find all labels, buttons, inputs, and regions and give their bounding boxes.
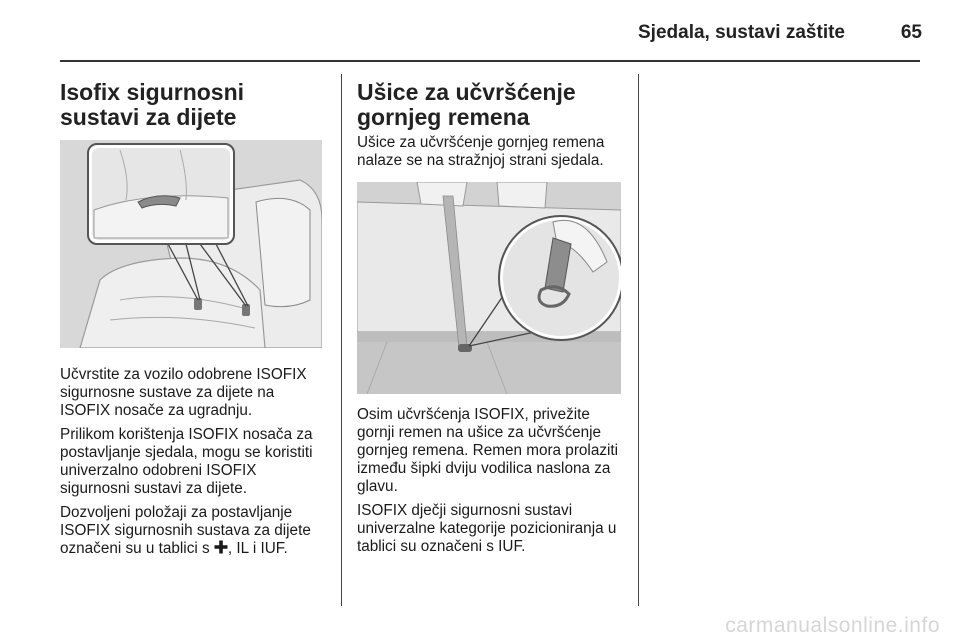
right-column bbox=[357, 80, 623, 562]
header-title: Sjedala, sustavi zaštite bbox=[638, 22, 845, 43]
tether-anchor-illustration bbox=[357, 182, 621, 394]
paragraph-2: Prilikom korištenja ISOFIX nosača za postavljanje sjedala, mogu se koristiti univerzalno odobreni ISOFIX sigurnosni sustavi za dijete. bbox=[60, 426, 313, 497]
paragraph-3-text: Dozvoljeni položaji za postavljanje ISOFIX sigurnosnih sustava za dijete označeni su u tablici s bbox=[60, 504, 311, 557]
left-column bbox=[60, 80, 326, 564]
column-divider-right bbox=[638, 74, 639, 606]
paragraph-1: Učvrstite za vozilo odobrene ISOFIX sigurnosne sustave za dijete na ISOFIX nosače za ugradnju. bbox=[60, 366, 307, 419]
paragraph-3-suffix: , IL i IUF. bbox=[227, 540, 288, 557]
watermark: carmanualsonline.info bbox=[725, 614, 940, 637]
paragraph-4: Osim učvršćenja ISOFIX, privežite gornji remen na ušice za učvršćenje gornjeg remena. Remen mora prolaziti između šipki dviju vodilica naslona za glavu. bbox=[357, 406, 619, 495]
page-number: 65 bbox=[900, 22, 922, 43]
paragraph-3 bbox=[60, 504, 326, 558]
header-rule bbox=[60, 60, 920, 62]
isofix-seat-illustration bbox=[60, 140, 322, 348]
tether-heading: Ušice za učvršćenje gornjeg remena bbox=[357, 79, 576, 130]
tether-intro: Ušice za učvršćenje gornjeg remena nalaze se na stražnjoj strani sjedala. bbox=[357, 134, 605, 169]
paragraph-5: ISOFIX dječji sigurnosni sustavi univerzalne kategorije pozicioniranja u tablici su označeni s IUF. bbox=[357, 502, 617, 555]
isofix-heading: Isofix sigurnosni sustavi za dijete bbox=[60, 79, 245, 130]
column-divider-left bbox=[341, 74, 342, 606]
cross-icon bbox=[214, 540, 228, 554]
